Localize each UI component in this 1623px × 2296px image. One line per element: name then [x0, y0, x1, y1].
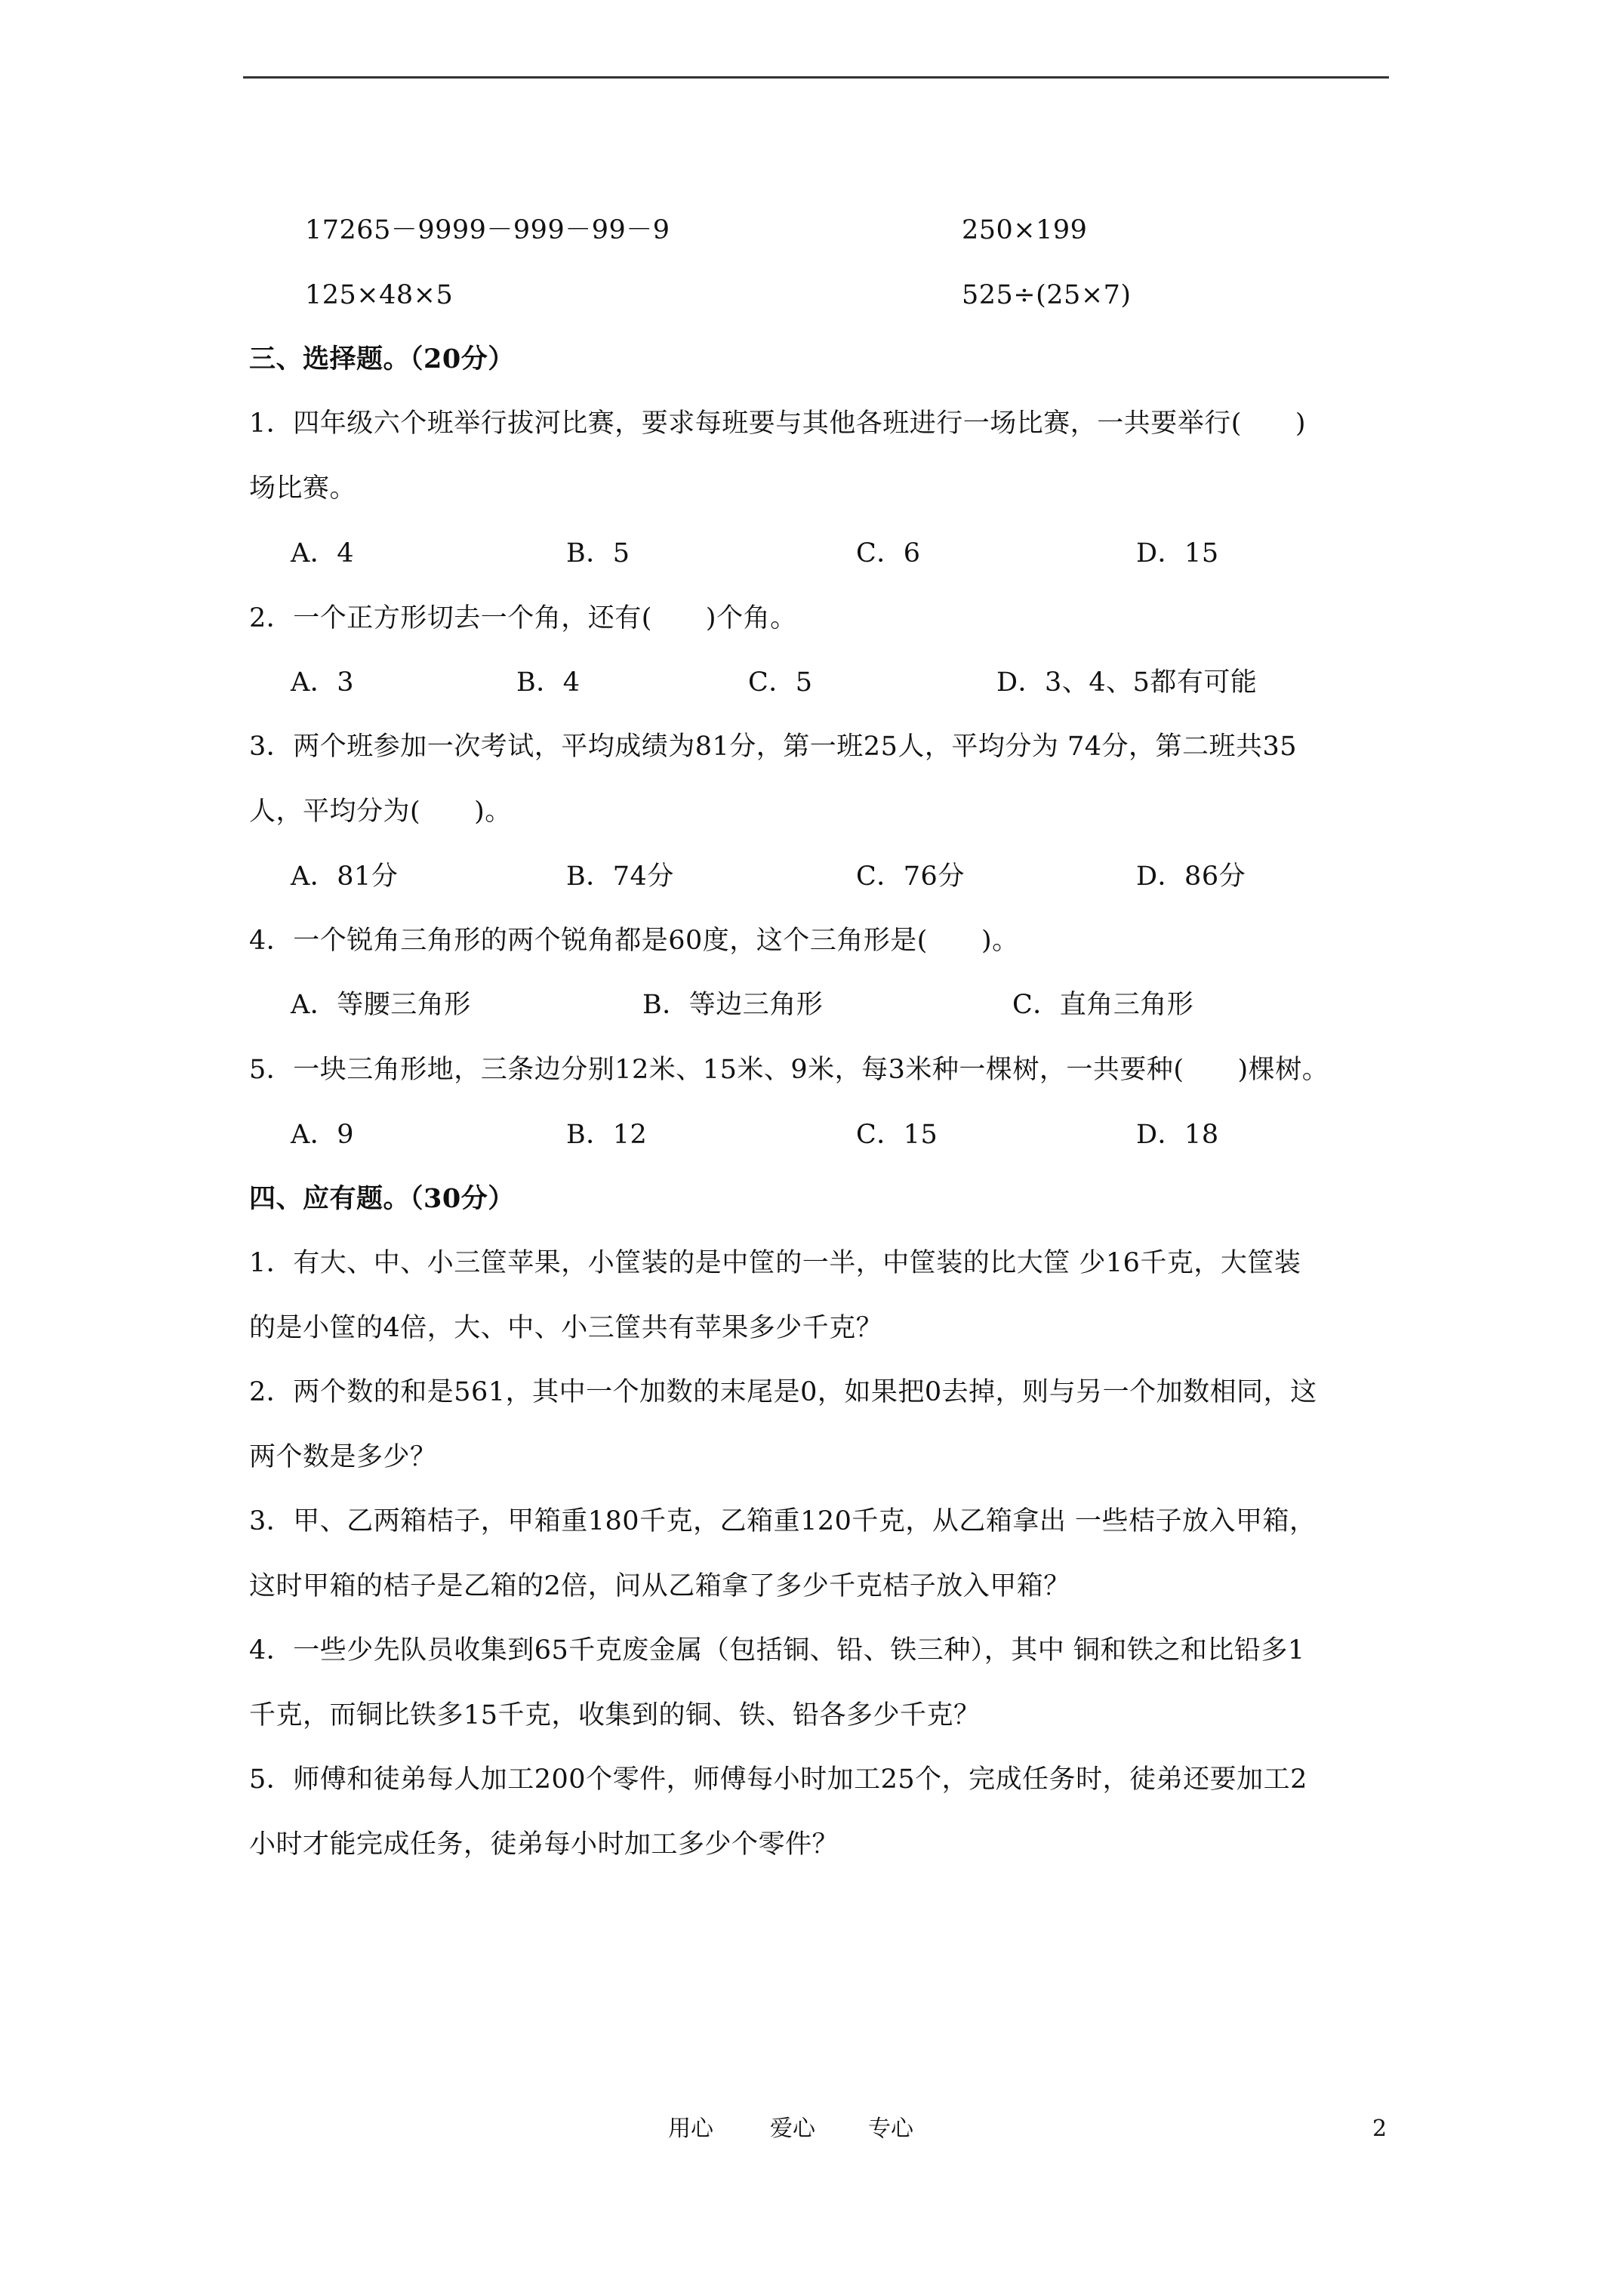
section-heading: 四、应有题。（30分） [249, 1183, 515, 1214]
answer-option: B．74分 [566, 861, 674, 892]
answer-option: A．3 [291, 667, 355, 698]
answer-option: A．81分 [291, 861, 399, 892]
answer-option: A．等腰三角形 [291, 990, 471, 1020]
answer-option: D．15 [1136, 538, 1219, 569]
problem-text: 4．一些少先队员收集到65千克废金属（包括铜、铅、铁三种），其中 铜和铁之和比铅多1 [249, 1635, 1305, 1666]
calc-expression: 525÷(25×7) [962, 280, 1132, 310]
answer-option: A．9 [291, 1120, 355, 1150]
header-rule [243, 76, 1389, 79]
problem-text: 3．甲、乙两箱桔子，甲箱重180千克，乙箱重120千克，从乙箱拿出 一些桔子放入甲箱， [249, 1506, 1317, 1536]
problem-text: 这时甲箱的桔子是乙箱的2倍，问从乙箱拿了多少千克桔子放入甲箱？ [249, 1571, 1070, 1601]
problem-text: 1．有大、中、小三筐苹果，小筐装的是中筐的一半，中筐装的比大筐 少16千克，大筐装 [249, 1248, 1301, 1278]
answer-option: D．3、4、5都有可能 [996, 667, 1258, 698]
question-text: 3．两个班参加一次考试，平均成绩为81分，第一班25人，平均分为 74分，第二班共35 [249, 732, 1298, 762]
problem-text: 千克，而铜比铁多15千克，收集到的铜、铁、铅各多少千克？ [249, 1700, 981, 1730]
problem-text: 小时才能完成任务，徒弟每小时加工多少个零件？ [249, 1829, 839, 1860]
footer-motto: 用心 [668, 2116, 713, 2142]
answer-option: C．直角三角形 [1012, 990, 1194, 1020]
answer-option: C．76分 [856, 861, 965, 892]
answer-option: B．等边三角形 [642, 990, 824, 1020]
question-text: 场比赛。 [249, 473, 357, 504]
calc-expression: 250×199 [962, 215, 1088, 245]
question-text: 人，平均分为( )。 [249, 797, 512, 827]
problem-text: 5．师傅和徒弟每人加工200个零件，师傅每小时加工25个，完成任务时，徒弟还要加工2 [249, 1764, 1307, 1795]
answer-option: D．86分 [1136, 861, 1246, 892]
answer-option: B．12 [566, 1120, 648, 1150]
question-text: 5．一块三角形地，三条边分别12米、15米、9米，每3米种一棵树，一共要种( )棵树。 [249, 1055, 1329, 1085]
question-text: 2．一个正方形切去一个角，还有( )个角。 [249, 603, 797, 633]
section-heading: 三、选择题。（20分） [249, 344, 515, 374]
problem-text: 2．两个数的和是561，其中一个加数的末尾是0，如果把0去掉，则与另一个加数相同，这 [249, 1377, 1317, 1407]
question-text: 4．一个锐角三角形的两个锐角都是60度，这个三角形是( )。 [249, 926, 1019, 956]
calc-expression: 125×48×5 [305, 280, 454, 310]
answer-option: C．5 [748, 667, 813, 698]
page-number: 2 [1372, 2116, 1387, 2142]
calc-expression: 17265－9999－999－99－9 [305, 215, 670, 245]
answer-option: A．4 [291, 538, 355, 569]
footer-motto: 专心 [868, 2116, 913, 2142]
answer-option: B．4 [516, 667, 581, 698]
problem-text: 的是小筐的4倍，大、中、小三筐共有苹果多少千克？ [249, 1313, 883, 1343]
answer-option: B．5 [566, 538, 630, 569]
answer-option: C．15 [856, 1120, 938, 1150]
problem-text: 两个数是多少？ [249, 1442, 437, 1472]
answer-option: C．6 [856, 538, 921, 569]
question-text: 1．四年级六个班举行拔河比赛，要求每班要与其他各班进行一场比赛，一共要举行( ) [249, 408, 1307, 439]
answer-option: D．18 [1136, 1120, 1219, 1150]
footer-motto: 爱心 [770, 2116, 815, 2142]
